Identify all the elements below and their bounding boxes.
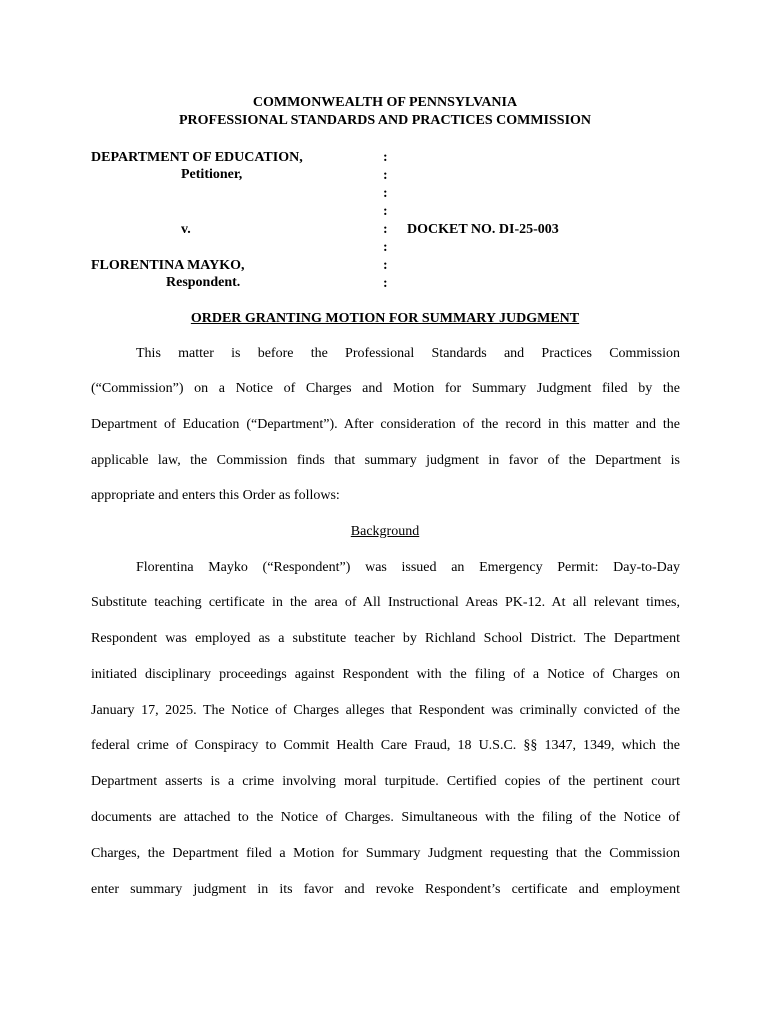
docket-number: DOCKET NO. DI-25-003 xyxy=(407,222,559,237)
respondent-role: Respondent. xyxy=(166,275,241,290)
intro-line: applicable law, the Commission finds that summary judgment in favor of the Department is xyxy=(91,453,680,468)
caption-colon: : xyxy=(383,186,388,201)
background-line: Charges, the Department filed a Motion for Summary Judgment requesting that the Commission xyxy=(91,846,680,861)
background-line: documents are attached to the Notice of Charges. Simultaneous with the filing of the Notice of xyxy=(91,810,680,825)
order-title: ORDER GRANTING MOTION FOR SUMMARY JUDGMENT xyxy=(190,311,580,326)
caption-colon: : xyxy=(383,150,388,165)
intro-line: Department of Education (“Department”). After consideration of the record in this matter and the xyxy=(91,417,680,432)
caption-colon: : xyxy=(383,222,388,237)
caption-colon: : xyxy=(383,240,388,255)
background-line: January 17, 2025. The Notice of Charges alleges that Respondent was criminally convicted of the xyxy=(91,703,680,718)
caption-colon: : xyxy=(383,258,388,273)
background-line: Substitute teaching certificate in the area of All Instructional Areas PK-12. At all relevant times, xyxy=(91,595,680,610)
caption-colon: : xyxy=(383,276,388,291)
background-line: Department asserts is a crime involving moral turpitude. Certified copies of the pertinent court xyxy=(91,774,680,789)
background-line: Florentina Mayko (“Respondent”) was issued an Emergency Permit: Day-to-Day xyxy=(136,560,680,575)
background-line: federal crime of Conspiracy to Commit Health Care Fraud, 18 U.S.C. §§ 1347, 1349, which the xyxy=(91,738,680,753)
petitioner-name: DEPARTMENT OF EDUCATION, xyxy=(91,150,303,165)
commission-heading-line2: PROFESSIONAL STANDARDS AND PRACTICES COMMISSION xyxy=(178,113,592,128)
intro-line: appropriate and enters this Order as follows: xyxy=(91,488,340,503)
respondent-name: FLORENTINA MAYKO, xyxy=(91,258,245,273)
intro-line: (“Commission”) on a Notice of Charges and Motion for Summary Judgment filed by the xyxy=(91,381,680,396)
caption-colon: : xyxy=(383,204,388,219)
background-line: initiated disciplinary proceedings against Respondent with the filing of a Notice of Charges on xyxy=(91,667,680,682)
background-heading: Background xyxy=(350,524,420,539)
intro-line: This matter is before the Professional Standards and Practices Commission xyxy=(136,346,680,361)
versus-label: v. xyxy=(181,222,191,237)
background-line: enter summary judgment in its favor and revoke Respondent’s certificate and employment xyxy=(91,882,680,897)
petitioner-role: Petitioner, xyxy=(181,167,243,182)
commission-heading-line1: COMMONWEALTH OF PENNSYLVANIA xyxy=(252,95,518,110)
caption-colon: : xyxy=(383,168,388,183)
background-line: Respondent was employed as a substitute teacher by Richland School District. The Department xyxy=(91,631,680,646)
